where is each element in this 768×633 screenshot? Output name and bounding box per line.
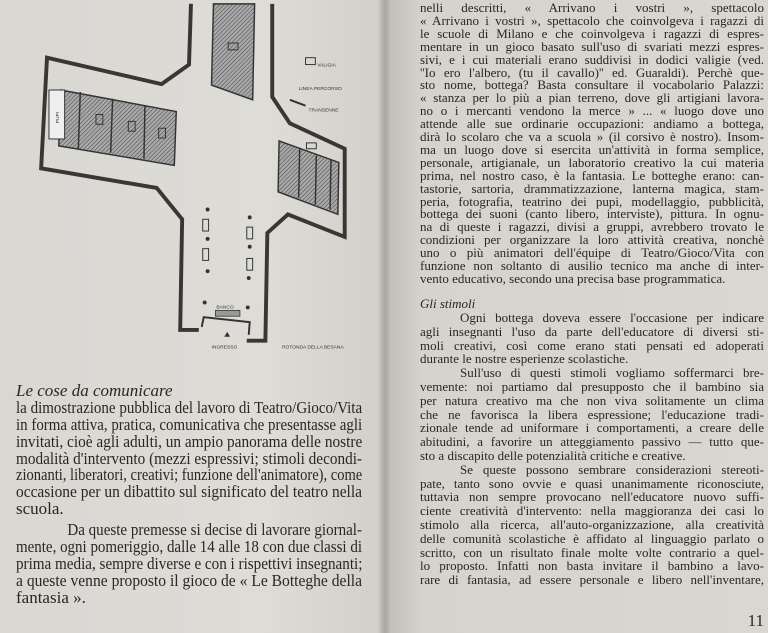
text-line: stimolo alla ricerca, all'auto-organizzazione, alla creatività: [420, 517, 764, 532]
text-line: Ogni bottega doveva essere l'occasione per indicare: [460, 310, 764, 325]
text-line: in forma attiva, pratica, comunicativa che presentasse agli: [16, 415, 363, 434]
text-line: Sull'uso di questi stimoli vogliamo soffermarci bre-: [460, 365, 764, 381]
page-number: 11: [747, 611, 764, 630]
text-line: Se queste possono sembrare considerazioni stereoti-: [460, 461, 764, 477]
text-line: scritto, con un risultato finale molte volte contrario a quel-: [420, 544, 764, 560]
text-line: sto a discapito delle potenzialità critiche e creative.: [420, 448, 686, 463]
label-valigia: VALIGIA: [317, 63, 336, 69]
text-line: na di queste i ragazzi, divisi a gruppi, avrebbero trovato le: [420, 219, 764, 235]
text-line: ma un luogo dove si esercita un'attività in forma semplice,: [420, 141, 764, 157]
label-percorso: LINEA PERCORSO: [298, 87, 342, 93]
text-line: che ne favorisca la libera espressione; l'educazione tradi-: [420, 406, 764, 422]
text-line: sivi, e i cui materiali erano suddivisi in dodici valigie (ved.: [420, 51, 764, 67]
section-heading: Le cose da comunicare: [16, 381, 173, 400]
text-line: prima media, sempre diverse e con i rispettivi insegnanti;: [16, 554, 363, 573]
text-line: « stanza per lo più a pian terreno, dove gli artigiani lavora-: [420, 90, 764, 106]
text-line: prima, nel nostro caso, è la fantasia. Le botteghe erano: can-: [420, 167, 764, 183]
text-line: zionanti, liberatori, creativi; funzione dell'animatore), come: [16, 465, 363, 484]
text-line: modalità d'intervento (mezzi espressivi; stimoli decondi-: [16, 449, 362, 468]
text-line: rare di fantasia, ad essere personale e libero nell'inventare,: [420, 572, 764, 588]
text-line: pate, tanto sono ovvie e quasi unanimamente riconosciute,: [420, 475, 764, 491]
text-line: le scuole di Milano e che coinvolgeva i ragazzi di espres-: [420, 25, 764, 41]
text-line: la dimostrazione pubblica del lavoro di Teatro/Gioco/Vita: [16, 398, 363, 417]
left-page: [0, 0, 378, 633]
text-line: « Arrivano i vostri », spettacolo che coinvolgeva i ragazzi di: [420, 12, 764, 28]
text-line: a queste venne proposto il gioco de « Le Botteghe della: [16, 571, 362, 590]
hatched-stands: [59, 4, 339, 215]
text-line: lo proposto. Infatti non basta invitare il bambino a lavo-: [420, 558, 764, 574]
text-line: invitati, cioè agli adulti, un ampio panorama delle nostre: [16, 432, 363, 451]
text-line: no o i mercanti vendono la merce » ... « luogo dove uno: [420, 103, 764, 119]
text-line: tastorie, sartoria, drammatizzazione, lanterna magica, stam-: [420, 180, 764, 196]
text-line: zionale tende ad uniformare i comportamenti, a creare delle: [420, 420, 764, 436]
text-line: bottega dei suoni (canto libero, interviste), pittura. In ognu-: [420, 206, 764, 222]
book-gutter: [378, 0, 392, 633]
text-line: abitudini, a favorire un atteggiamento passivo — tutto que-: [420, 434, 764, 450]
text-line: personale, artigianale, un laboratorio creativo la cui materia: [420, 154, 764, 170]
label-pupi: PUPI: [55, 111, 61, 124]
text-line: durante le nostre esperienze scolastiche.: [420, 351, 629, 367]
text-line: sto nome, bottega? Basta consultare il vocabolario Palazzi:: [420, 77, 764, 93]
text-line: mente, ogni pomeriggio, dalle 14 alle 18 con due classi di: [16, 537, 362, 556]
text-line: nelli descritti, « Arrivano i vostri », spettacolo: [420, 0, 764, 15]
text-line: delle comunità scolastiche è affidato al linguaggio parlato o: [420, 530, 764, 546]
text-line: uno o più animatori dell'équipe di Teatro/Gioco/Vita con: [420, 245, 764, 261]
label-rotonda: ROTONDA DELLA BESANA: [282, 345, 344, 351]
text-line: fantasia ».: [16, 588, 86, 607]
text-line: attende alle sue ordinarie occupazioni: andiamo a bottega,: [420, 116, 764, 132]
text-line: ''Io ero l'albero, (tu il cavallo)'' ed. Guaraldi). Perchè que-: [420, 64, 764, 80]
text-line: funzione non soltanto di ausilio tecnico ma anche di inter-: [420, 258, 764, 273]
text-line: ciente creatività d'intervento: nella maggioranza dei casi lo: [420, 503, 764, 519]
text-line: vento educativo, secondo una precisa base programmatica.: [420, 270, 726, 286]
text-line: per natura creativo ma che non viva solitamente un clima: [420, 392, 764, 408]
text-line: tuttavia non sempre provocano nell'educatore nuovo suffi-: [420, 489, 764, 505]
text-line: Da queste premesse si decise di lavorare giornal-: [67, 520, 363, 539]
text-line: mentare in un gioco basato sull'uso di svariati mezzi espres-: [420, 38, 764, 54]
label-ingresso: INGRESSO: [211, 345, 238, 351]
text-line: moli creativi, così come erano stati pensati ed adoperati: [420, 337, 764, 353]
right-page: [392, 0, 768, 633]
label-transenne: TRANSENNE: [308, 108, 339, 114]
text-line: condizioni per organizzare la loro attività creativa, nonchè: [420, 232, 764, 248]
section-heading: Gli stimoli: [420, 296, 476, 311]
label-banco: BANCO: [216, 305, 234, 311]
text-line: vemente: noi partiamo dal presupposto che il bambino sia: [420, 379, 764, 394]
text-line: agli insegnanti l'uso da parte dell'educatore di diversi sti-: [420, 323, 764, 339]
text-line: peria, fotografia, teatrino dei pupi, modellaggio, pubblicità,: [420, 193, 764, 209]
text-line: occasione per un dibattito sul significato del teatro nella: [16, 482, 362, 501]
floor-plan: [0, 0, 378, 370]
text-line: scuola.: [16, 499, 64, 518]
text-line: dirà lo scolaro che va a scuola » (il corsivo è nostro). Insom-: [420, 129, 764, 144]
